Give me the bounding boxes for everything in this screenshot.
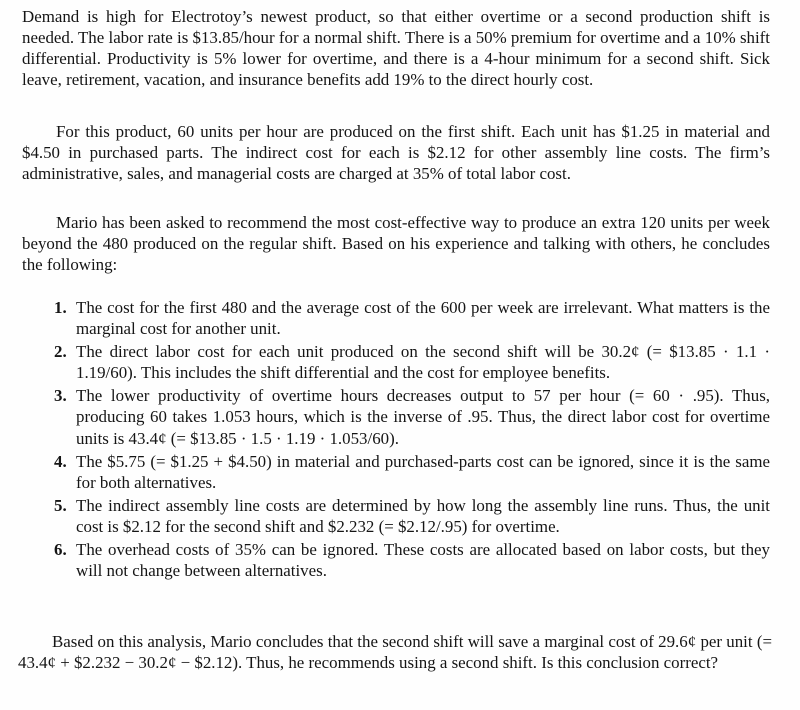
conclusion-number: 3. xyxy=(54,386,67,406)
conclusion-text: The $5.75 (= $1.25 + $4.50) in material and purchased-parts cost can be ignored, since it is the same for both alternatives. xyxy=(76,451,770,492)
conclusion-number: 2. xyxy=(54,342,67,362)
paragraph-mario-task: Mario has been asked to recommend the most cost-effective way to produce an extra 120 units per week beyond the 480 produced on the regular shift. Based on his experience and talking with others, he concludes the following: xyxy=(22,213,770,275)
conclusion-text: The direct labor cost for each unit produced on the second shift will be 30.2¢ (= $13.85 · 1.1 · 1.19/60). This includes the shift differential and the cost for employee benefits. xyxy=(76,342,770,383)
paragraph-problem-statement: Demand is high for Electrotoy’s newest product, so that either overtime or a second production shift is needed. The labor rate is $13.85/hour for a normal shift. There is a 50% premium for overtime and a 10% shift differential. Productivity is 5% lower for overtime, and there is a 4-hour minimum for a second shift. Sick leave, retirement, vacation, and insurance benefits add 19% to the direct hourly cost. xyxy=(22,7,770,90)
conclusion-item xyxy=(54,539,770,581)
paragraph-product-costs: For this product, 60 units per hour are produced on the first shift. Each unit has $1.25 in material and $4.50 in purchased parts. The indirect cost for each is $2.12 for other assembly line costs. The firm’s administrative, sales, and managerial costs are charged at 35% of total labor cost. xyxy=(22,122,770,184)
conclusion-item xyxy=(54,341,770,383)
conclusion-item xyxy=(54,385,770,448)
conclusion-number: 5. xyxy=(54,495,67,515)
conclusions-list xyxy=(54,297,770,583)
paragraph-final-question: Based on this analysis, Mario concludes that the second shift will save a marginal cost of 29.6¢ per unit (= 43.4¢ + $2.232 − 30.2¢ − $2.12). Thus, he recommends using a second shift. Is this conclusion correct? xyxy=(18,632,772,673)
conclusion-text: The overhead costs of 35% can be ignored. These costs are allocated based on labor costs, but they will not change between alternatives. xyxy=(76,540,770,581)
conclusion-item xyxy=(54,451,770,493)
conclusion-item xyxy=(54,297,770,339)
conclusion-text: The cost for the first 480 and the average cost of the 600 per week are irrelevant. What matters is the marginal cost for another unit. xyxy=(76,298,770,339)
conclusion-number: 1. xyxy=(54,298,67,317)
conclusion-text: The lower productivity of overtime hours decreases output to 57 per hour (= 60 · .95). Thus, producing 60 takes 1.053 hours, which is the inverse of .95. Thus, the direct labor cost for overtime units is 43.4¢ (= $13.85 · 1.5 · 1.19 · 1.053/60). xyxy=(76,386,770,448)
conclusion-item xyxy=(54,495,770,537)
conclusion-number: 4. xyxy=(54,451,67,471)
conclusion-text: The indirect assembly line costs are determined by how long the assembly line runs. Thus, the unit cost is $2.12 for the second shift and $2.232 (= $2.12/.95) for overtime. xyxy=(76,495,770,536)
conclusion-number: 6. xyxy=(54,540,67,560)
